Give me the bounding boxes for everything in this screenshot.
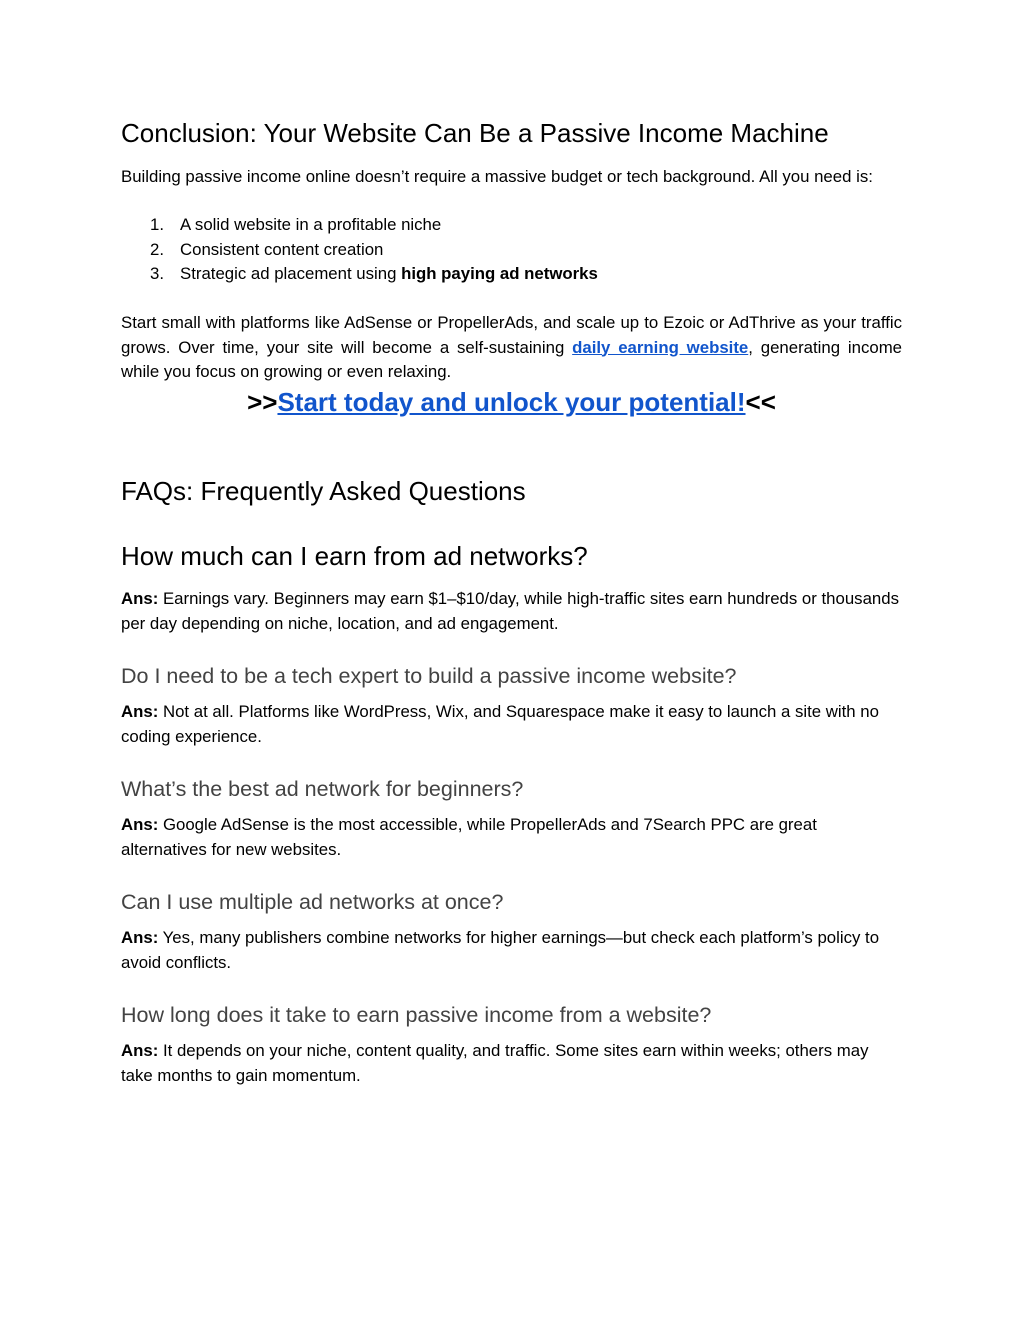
answer-label: Ans: bbox=[121, 589, 159, 608]
cta-suffix: << bbox=[745, 387, 776, 417]
faq-answer bbox=[121, 813, 902, 862]
answer-text: It depends on your niche, content quality, and traffic. Some sites earn within weeks; others may take months to gain momentum. bbox=[121, 1041, 869, 1085]
list-item bbox=[121, 262, 902, 287]
answer-label: Ans: bbox=[121, 1041, 159, 1060]
answer-label: Ans: bbox=[121, 702, 159, 721]
list-item bbox=[121, 238, 902, 263]
faq-answer bbox=[121, 700, 902, 749]
list-item-text: Consistent content creation bbox=[180, 239, 384, 259]
faq-answer bbox=[121, 926, 902, 975]
start-today-link[interactable]: Start today and unlock your potential! bbox=[277, 387, 746, 417]
conclusion-paragraph bbox=[121, 311, 902, 385]
answer-label: Ans: bbox=[121, 928, 159, 947]
faq-answer bbox=[121, 1039, 902, 1088]
list-number: 3. bbox=[150, 264, 164, 283]
faq-question: How much can I earn from ad networks? bbox=[121, 541, 588, 571]
faq-answer bbox=[121, 587, 902, 636]
answer-text: Not at all. Platforms like WordPress, Wix, and Squarespace make it easy to launch a site with no coding experience. bbox=[121, 702, 879, 746]
list-item-text: Strategic ad placement using bbox=[180, 264, 402, 283]
cta-prefix: >> bbox=[247, 387, 278, 417]
faqs-heading: FAQs: Frequently Asked Questions bbox=[121, 476, 526, 506]
answer-text: Yes, many publishers combine networks for higher earnings—but check each platform’s policy to avoid conflicts. bbox=[121, 928, 880, 972]
conclusion-heading: Conclusion: Your Website Can Be a Passive Income Machine bbox=[121, 118, 829, 148]
daily-earning-website-link[interactable]: daily earning website bbox=[572, 337, 749, 357]
faq-question: Can I use multiple ad networks at once? bbox=[121, 890, 504, 914]
list-number: 2. bbox=[150, 239, 164, 259]
conclusion-intro: Building passive income online doesn’t require a massive budget or tech background. All you need is: bbox=[121, 167, 873, 186]
list-number: 1. bbox=[150, 215, 164, 234]
cta-line bbox=[121, 386, 902, 418]
paragraph-text: Start small with platforms like AdSense or PropellerAds, and scale up to Ezoic or AdThrive as your traffic grows. Over time, your site will become a self-sustaining bbox=[121, 313, 902, 357]
paragraph-text: , generating income while you focus on growing or even relaxing. bbox=[121, 337, 903, 381]
list-item-text: A solid website in a profitable niche bbox=[180, 215, 442, 234]
list-item bbox=[121, 213, 902, 238]
faq-question: Do I need to be a tech expert to build a passive income website? bbox=[121, 664, 737, 688]
list-item-bold-text: high paying ad networks bbox=[401, 264, 598, 283]
requirements-list bbox=[121, 213, 902, 287]
faq-question: What’s the best ad network for beginners? bbox=[121, 777, 524, 801]
answer-text: Earnings vary. Beginners may earn $1–$10/day, while high-traffic sites earn hundreds or thousands per day depending on niche, location, and ad engagement. bbox=[121, 589, 899, 633]
faq-question: How long does it take to earn passive income from a website? bbox=[121, 1003, 712, 1027]
answer-label: Ans: bbox=[121, 815, 159, 834]
answer-text: Google AdSense is the most accessible, while PropellerAds and 7Search PPC are great alternatives for new websites. bbox=[121, 815, 817, 859]
